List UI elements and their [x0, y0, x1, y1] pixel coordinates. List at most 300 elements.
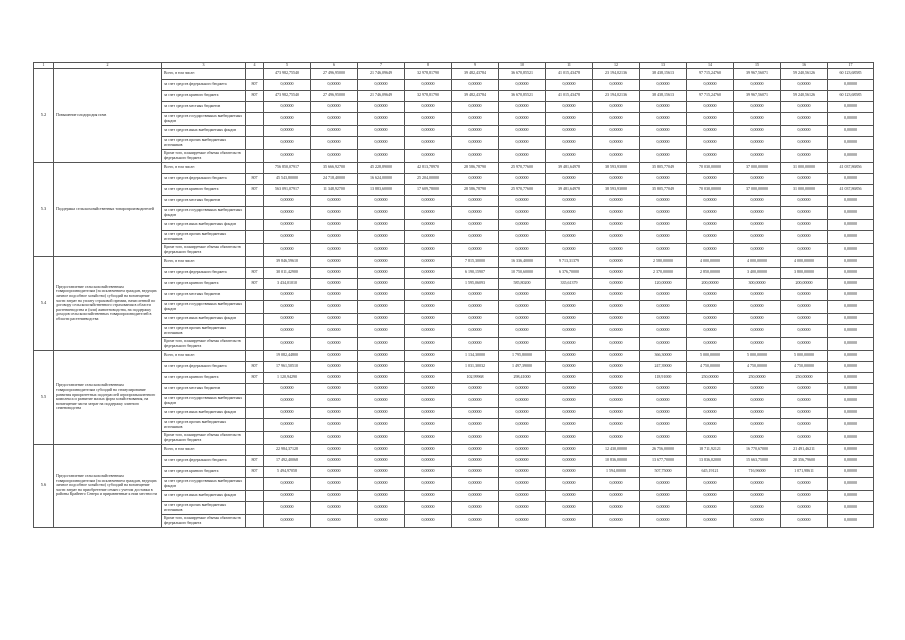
amount-cell: 756 850,07917	[264, 162, 311, 173]
amount-cell: 0,00000	[546, 112, 593, 125]
amount-cell: 0,00000	[452, 125, 499, 136]
amount-cell: 0,00000	[640, 173, 687, 184]
amount-cell: 0,00000	[264, 219, 311, 230]
funding-source: за счет средств государственных внебюджетных фондов	[162, 206, 246, 219]
amount-cell: 35 805,77049	[640, 162, 687, 173]
amount-cell: 6 190,15907	[452, 267, 499, 278]
amount-cell: 0,00000	[828, 350, 874, 361]
amount-cell: 0,00000	[734, 514, 781, 527]
amount-cell: 37 000,00000	[734, 184, 781, 195]
budget-sheet	[33, 62, 871, 528]
amount-cell: 0,00000	[781, 289, 828, 300]
column-number: 5	[264, 63, 311, 69]
amount-cell: 0,00000	[499, 337, 546, 350]
amount-cell: 0,00000	[452, 243, 499, 256]
amount-cell: 0,00000	[452, 219, 499, 230]
budget-code	[246, 206, 264, 219]
amount-cell: 0,00000	[452, 383, 499, 394]
amount-cell: 250,00000	[734, 372, 781, 383]
amount-cell: 0,00000	[358, 149, 405, 162]
amount-cell: 0,00000	[546, 383, 593, 394]
amount-cell: 6 376,70000	[546, 267, 593, 278]
amount-cell: 0,00000	[264, 407, 311, 418]
budget-code	[246, 195, 264, 206]
amount-cell: 18 711,92121	[687, 444, 734, 455]
amount-cell: 0,00000	[499, 300, 546, 313]
amount-cell: 0,00000	[687, 324, 734, 337]
amount-cell: 585,80200	[499, 278, 546, 289]
amount-cell: 0,00000	[593, 256, 640, 267]
amount-cell: 0,00000	[452, 418, 499, 431]
amount-cell: 0,00000	[358, 372, 405, 383]
amount-cell: 13 677,70000	[640, 455, 687, 466]
amount-cell: 0,00000	[311, 477, 358, 490]
amount-cell: 0,00000	[311, 337, 358, 350]
amount-cell: 0,00000	[405, 418, 452, 431]
amount-cell: 0,00000	[264, 300, 311, 313]
amount-cell: 10 836,00000	[593, 455, 640, 466]
amount-cell: 45 228,89000	[358, 162, 405, 173]
amount-cell: 0,00000	[734, 243, 781, 256]
amount-cell: 0,00000	[499, 79, 546, 90]
amount-cell: 0,00000	[687, 136, 734, 149]
amount-cell: 247,39000	[640, 361, 687, 372]
amount-cell: 0,00000	[546, 136, 593, 149]
amount-cell: 366,30000	[640, 350, 687, 361]
amount-cell: 0,00000	[781, 300, 828, 313]
amount-cell: 0,00000	[546, 195, 593, 206]
amount-cell: 4 000,00000	[734, 256, 781, 267]
amount-cell: 0,00000	[311, 79, 358, 90]
amount-cell: 0,00000	[593, 324, 640, 337]
amount-cell: 0,00000	[452, 394, 499, 407]
budget-code: 807	[246, 361, 264, 372]
budget-code	[246, 350, 264, 361]
amount-cell: 0,00000	[358, 101, 405, 112]
column-number: 13	[640, 63, 687, 69]
amount-cell: 0,00000	[734, 324, 781, 337]
amount-cell: 0,00000	[640, 383, 687, 394]
amount-cell: 0,00000	[358, 394, 405, 407]
amount-cell: 37 000,00000	[734, 162, 781, 173]
amount-cell: 39 481,64978	[546, 184, 593, 195]
funding-source: Всего, в том числе:	[162, 256, 246, 267]
amount-cell: 0,00000	[311, 431, 358, 444]
amount-cell: 0,00000	[687, 313, 734, 324]
amount-cell: 0,00000	[734, 125, 781, 136]
amount-cell: 120,00000	[640, 278, 687, 289]
amount-cell: 0,00000	[358, 466, 405, 477]
amount-cell: 0,00000	[734, 407, 781, 418]
amount-cell: 0,00000	[405, 230, 452, 243]
amount-cell: 0,00000	[311, 230, 358, 243]
amount-cell: 0,00000	[734, 394, 781, 407]
funding-source: Всего, в том числе:	[162, 162, 246, 173]
amount-cell: 0,00000	[828, 219, 874, 230]
amount-cell: 0,00000	[499, 466, 546, 477]
amount-cell: 17 609,78000	[405, 184, 452, 195]
amount-cell: 0,00000	[687, 501, 734, 514]
amount-cell: 0,00000	[828, 455, 874, 466]
funding-source: за счет средств федерального бюджета	[162, 267, 246, 278]
amount-cell: 0,00000	[264, 243, 311, 256]
amount-cell: 0,00000	[546, 350, 593, 361]
amount-cell: 0,00000	[499, 136, 546, 149]
funding-source: за счет средств федерального бюджета	[162, 361, 246, 372]
amount-cell: 0,00000	[452, 501, 499, 514]
amount-cell: 0,00000	[734, 289, 781, 300]
amount-cell: 0,00000	[828, 394, 874, 407]
budget-code	[246, 418, 264, 431]
amount-cell: 0,00000	[781, 125, 828, 136]
amount-cell: 97 715,24760	[687, 68, 734, 79]
funding-source: за счет средств иных внебюджетных фондов	[162, 125, 246, 136]
amount-cell: 0,00000	[499, 394, 546, 407]
amount-cell: 0,00000	[781, 243, 828, 256]
amount-cell: 0,00000	[593, 407, 640, 418]
amount-cell: 0,00000	[687, 394, 734, 407]
amount-cell: 0,00000	[358, 361, 405, 372]
amount-cell: 5 000,00000	[687, 350, 734, 361]
amount-cell: 7 815,30000	[452, 256, 499, 267]
amount-cell: 0,00000	[311, 313, 358, 324]
amount-cell: 335,61379	[546, 278, 593, 289]
amount-cell: 0,00000	[781, 394, 828, 407]
amount-cell: 0,00000	[452, 455, 499, 466]
amount-cell: 39 967,56071	[734, 68, 781, 79]
amount-cell: 1 134,30000	[452, 350, 499, 361]
amount-cell: 0,00000	[499, 477, 546, 490]
amount-cell: 0,00000	[405, 101, 452, 112]
amount-cell: 39 482,43784	[452, 90, 499, 101]
amount-cell: 0,00000	[687, 219, 734, 230]
amount-cell: 41 037,86856	[828, 162, 874, 173]
budget-code: 807	[246, 372, 264, 383]
budget-code	[246, 501, 264, 514]
amount-cell: 0,00000	[734, 313, 781, 324]
amount-cell: 17 961,50510	[264, 361, 311, 372]
amount-cell: 0,00000	[358, 195, 405, 206]
amount-cell: 0,00000	[499, 455, 546, 466]
amount-cell: 0,00000	[358, 501, 405, 514]
amount-cell: 0,00000	[358, 477, 405, 490]
amount-cell: 0,00000	[781, 195, 828, 206]
amount-cell: 35 666,92700	[311, 162, 358, 173]
amount-cell: 0,00000	[781, 230, 828, 243]
funding-source: за счет средств местных бюджетов	[162, 195, 246, 206]
funding-source: за счет средств иных внебюджетных фондов	[162, 313, 246, 324]
amount-cell: 0,00000	[687, 195, 734, 206]
amount-cell: 0,00000	[452, 230, 499, 243]
amount-cell: 473 982,75540	[264, 90, 311, 101]
amount-cell: 0,00000	[781, 313, 828, 324]
amount-cell: 0,00000	[358, 125, 405, 136]
amount-cell: 0,00000	[687, 337, 734, 350]
amount-cell: 0,00000	[593, 313, 640, 324]
amount-cell: 0,00000	[499, 195, 546, 206]
amount-cell: 0,00000	[734, 383, 781, 394]
amount-cell: 0,00000	[405, 337, 452, 350]
column-number: 1	[34, 63, 54, 69]
budget-code	[246, 219, 264, 230]
amount-cell: 0,00000	[546, 79, 593, 90]
amount-cell: 0,00000	[687, 125, 734, 136]
amount-cell: 0,00000	[405, 361, 452, 372]
amount-cell: 0,00000	[640, 230, 687, 243]
amount-cell: 0,00000	[687, 300, 734, 313]
amount-cell: 0,00000	[640, 431, 687, 444]
section-name: Повышение плодородия почв	[54, 68, 162, 162]
amount-cell: 31 000,00000	[781, 162, 828, 173]
amount-cell: 0,00000	[358, 300, 405, 313]
budget-code	[246, 514, 264, 527]
amount-cell: 0,00000	[734, 477, 781, 490]
amount-cell: 0,00000	[358, 79, 405, 90]
amount-cell: 0,00000	[546, 444, 593, 455]
amount-cell: 0,00000	[781, 206, 828, 219]
amount-cell: 0,00000	[640, 313, 687, 324]
budget-code	[246, 324, 264, 337]
amount-cell: 0,00000	[311, 361, 358, 372]
budget-code	[246, 162, 264, 173]
column-number: 12	[593, 63, 640, 69]
amount-cell: 0,00000	[546, 149, 593, 162]
amount-cell: 0,00000	[264, 79, 311, 90]
amount-cell: 0,00000	[828, 289, 874, 300]
amount-cell: 0,00000	[546, 101, 593, 112]
amount-cell: 0,00000	[452, 101, 499, 112]
budget-code	[246, 431, 264, 444]
amount-cell: 563 091,07917	[264, 184, 311, 195]
table-body	[34, 63, 874, 528]
amount-cell: 28 586,78790	[452, 184, 499, 195]
amount-cell: 0,00000	[452, 79, 499, 90]
amount-cell: 5 000,00000	[734, 350, 781, 361]
amount-cell: 0,00000	[546, 125, 593, 136]
budget-code	[246, 313, 264, 324]
amount-cell: 42 813,78970	[405, 162, 452, 173]
amount-cell: 0,00000	[452, 337, 499, 350]
amount-cell: 17 492,40068	[264, 455, 311, 466]
amount-cell: 0,00000	[264, 337, 311, 350]
amount-cell: 0,00000	[640, 195, 687, 206]
amount-cell: 0,00000	[405, 431, 452, 444]
amount-cell: 0,00000	[358, 337, 405, 350]
amount-cell: 0,00000	[734, 195, 781, 206]
amount-cell: 0,00000	[452, 466, 499, 477]
amount-cell: 0,00000	[499, 289, 546, 300]
amount-cell: 0,00000	[499, 125, 546, 136]
amount-cell: 0,00000	[452, 136, 499, 149]
funding-source: за счет средств краевого бюджета	[162, 278, 246, 289]
column-number: 14	[687, 63, 734, 69]
amount-cell: 0,00000	[311, 149, 358, 162]
amount-cell: 0,00000	[593, 101, 640, 112]
column-number: 3	[162, 63, 246, 69]
amount-cell: 0,00000	[593, 267, 640, 278]
amount-cell: 0,00000	[546, 514, 593, 527]
column-number: 10	[499, 63, 546, 69]
amount-cell: 1 071,98611	[781, 466, 828, 477]
amount-cell: 0,00000	[593, 300, 640, 313]
amount-cell: 0,00000	[546, 394, 593, 407]
amount-cell: 0,00000	[593, 501, 640, 514]
funding-source: за счет средств иных внебюджетных фондов	[162, 219, 246, 230]
amount-cell: 0,00000	[358, 455, 405, 466]
amount-cell: 0,00000	[264, 514, 311, 527]
section-name: Предоставление сельскохозяйственным товаропроизводителям (за исключением граждан, ведущих личное подсобное хозяйство) субсидий на возмещение части затрат на уплату страховой премии, начисленной по договору сельскохозяйственного страхования в области растениеводства и (или) животноводства, на поддержку доходов сельскохозяйственных товаропроизводителей в области растениеводства	[54, 256, 162, 350]
amount-cell: 23 194,02136	[593, 68, 640, 79]
funding-source: Кроме того, планируемые объемы обязательств федерального бюджета	[162, 337, 246, 350]
amount-cell: 2 370,00000	[640, 267, 687, 278]
amount-cell: 300,00000	[734, 278, 781, 289]
funding-source: за счет средств прочих внебюджетных источников	[162, 418, 246, 431]
amount-cell: 0,00000	[781, 136, 828, 149]
section-number: 5.4	[34, 256, 54, 350]
amount-cell: 0,00000	[311, 136, 358, 149]
budget-code	[246, 383, 264, 394]
amount-cell: 0,00000	[640, 337, 687, 350]
amount-cell: 25 970,77600	[499, 162, 546, 173]
budget-code	[246, 337, 264, 350]
amount-cell: 473 982,75540	[264, 68, 311, 79]
amount-cell: 0,00000	[546, 501, 593, 514]
amount-cell: 0,00000	[452, 444, 499, 455]
amount-cell: 0,00000	[311, 372, 358, 383]
amount-cell: 0,00000	[687, 289, 734, 300]
amount-cell: 36 670,85521	[499, 68, 546, 79]
amount-cell: 0,00000	[828, 407, 874, 418]
funding-source: за счет средств федерального бюджета	[162, 79, 246, 90]
amount-cell: 0,00000	[781, 79, 828, 90]
amount-cell: 0,00000	[358, 418, 405, 431]
amount-cell: 0,00000	[358, 243, 405, 256]
section-number: 5.6	[34, 444, 54, 527]
amount-cell: 0,00000	[734, 101, 781, 112]
amount-cell: 0,00000	[405, 444, 452, 455]
amount-cell: 0,00000	[546, 313, 593, 324]
amount-cell: 3 800,00000	[781, 267, 828, 278]
amount-cell: 0,00000	[264, 195, 311, 206]
budget-code	[246, 125, 264, 136]
amount-cell: 0,00000	[311, 243, 358, 256]
amount-cell: 0,00000	[687, 230, 734, 243]
amount-cell: 0,00000	[593, 195, 640, 206]
amount-cell: 41 015,43478	[546, 90, 593, 101]
amount-cell: 27 496,95000	[311, 68, 358, 79]
amount-cell: 0,00000	[452, 195, 499, 206]
amount-cell: 0,00000	[781, 112, 828, 125]
amount-cell: 250,00000	[781, 372, 828, 383]
amount-cell: 0,00000	[593, 112, 640, 125]
amount-cell: 0,00000	[452, 514, 499, 527]
budget-code	[246, 256, 264, 267]
amount-cell: 0,00000	[311, 206, 358, 219]
amount-cell: 20 356,79600	[781, 455, 828, 466]
amount-cell: 0,00000	[405, 313, 452, 324]
budget-code	[246, 477, 264, 490]
amount-cell: 0,00000	[734, 501, 781, 514]
amount-cell: 0,00000	[734, 230, 781, 243]
funding-source: за счет средств краевого бюджета	[162, 90, 246, 101]
amount-cell: 0,00000	[264, 125, 311, 136]
amount-cell: 3 400,00000	[734, 267, 781, 278]
amount-cell: 0,00000	[687, 490, 734, 501]
budget-code	[246, 407, 264, 418]
column-number: 17	[828, 63, 874, 69]
amount-cell: 0,00000	[687, 149, 734, 162]
amount-cell: 5 000,00000	[781, 350, 828, 361]
amount-cell: 0,00000	[593, 350, 640, 361]
amount-cell: 2 850,00000	[687, 267, 734, 278]
amount-cell: 0,00000	[781, 324, 828, 337]
funding-source: за счет средств государственных внебюджетных фондов	[162, 112, 246, 125]
amount-cell: 0,00000	[405, 394, 452, 407]
amount-cell: 0,00000	[640, 418, 687, 431]
amount-cell: 38 438,15613	[640, 90, 687, 101]
amount-cell: 645,19121	[687, 466, 734, 477]
amount-cell: 0,00000	[452, 490, 499, 501]
amount-cell: 0,00000	[452, 431, 499, 444]
amount-cell: 0,00000	[499, 101, 546, 112]
budget-code	[246, 112, 264, 125]
amount-cell: 0,00000	[405, 383, 452, 394]
budget-code: 807	[246, 173, 264, 184]
amount-cell: 31 000,00000	[781, 184, 828, 195]
funding-source: за счет средств прочих внебюджетных источников	[162, 501, 246, 514]
amount-cell: 0,00000	[405, 407, 452, 418]
amount-cell: 11 348,92700	[311, 184, 358, 195]
amount-cell: 0,00000	[499, 501, 546, 514]
amount-cell: 4 750,00000	[781, 361, 828, 372]
amount-cell: 26 756,00000	[640, 444, 687, 455]
column-number: 9	[452, 63, 499, 69]
amount-cell: 0,00000	[311, 195, 358, 206]
amount-cell: 0,00000	[828, 136, 874, 149]
amount-cell: 0,00000	[781, 407, 828, 418]
amount-cell: 0,00000	[264, 230, 311, 243]
amount-cell: 716,96000	[734, 466, 781, 477]
amount-cell: 0,00000	[640, 149, 687, 162]
amount-cell: 0,00000	[781, 490, 828, 501]
amount-cell: 200,00000	[687, 278, 734, 289]
amount-cell: 0,00000	[593, 136, 640, 149]
amount-cell: 0,00000	[499, 243, 546, 256]
amount-cell: 0,00000	[734, 79, 781, 90]
amount-cell: 70 030,00000	[687, 184, 734, 195]
amount-cell: 0,00000	[734, 112, 781, 125]
amount-cell: 97 715,24760	[687, 90, 734, 101]
amount-cell: 0,00000	[311, 219, 358, 230]
amount-cell: 2 580,00000	[640, 256, 687, 267]
amount-cell: 0,00000	[264, 101, 311, 112]
amount-cell: 19 082,44800	[264, 350, 311, 361]
amount-cell: 0,00000	[828, 195, 874, 206]
amount-cell: 0,00000	[358, 230, 405, 243]
amount-cell: 15 663,75000	[734, 455, 781, 466]
amount-cell: 0,00000	[405, 289, 452, 300]
amount-cell: 0,00000	[546, 230, 593, 243]
amount-cell: 0,00000	[828, 112, 874, 125]
funding-source: за счет средств местных бюджетов	[162, 101, 246, 112]
budget-code	[246, 149, 264, 162]
amount-cell: 0,00000	[452, 149, 499, 162]
amount-cell: 0,00000	[358, 219, 405, 230]
amount-cell: 0,00000	[828, 372, 874, 383]
amount-cell: 0,00000	[499, 230, 546, 243]
amount-cell: 0,00000	[499, 324, 546, 337]
amount-cell: 0,00000	[640, 79, 687, 90]
